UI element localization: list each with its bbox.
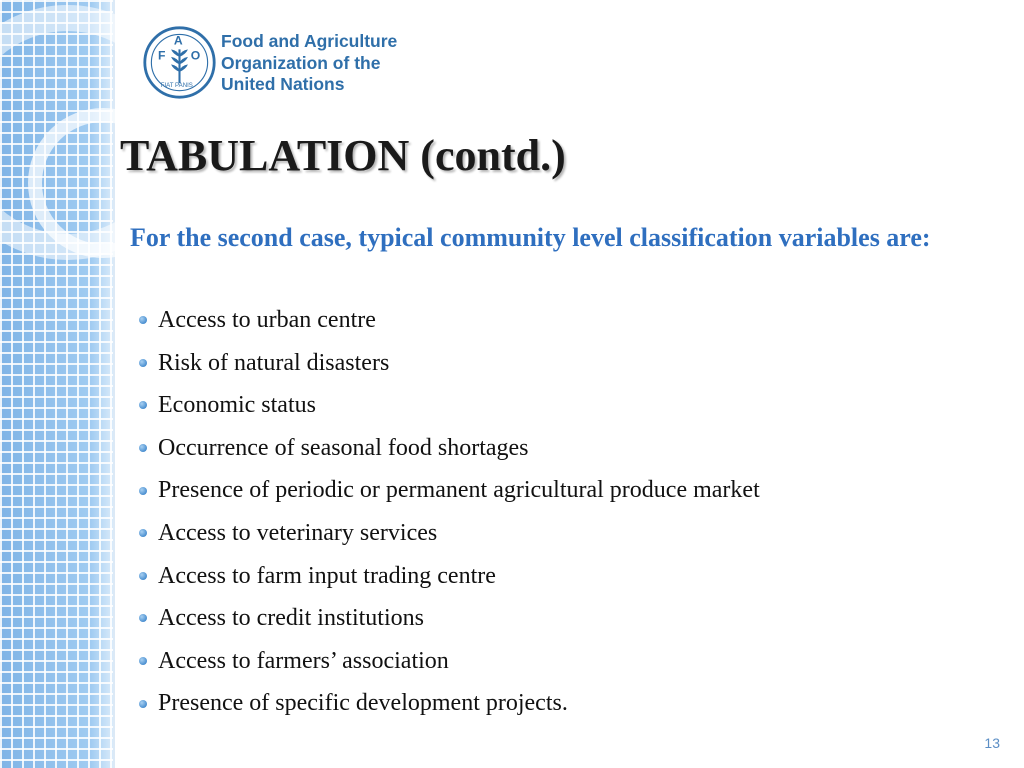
- org-name-line: Food and Agriculture: [221, 31, 398, 51]
- list-item: [139, 299, 760, 342]
- page-number: 13: [984, 735, 1000, 751]
- list-item: [139, 469, 760, 512]
- list-item: [139, 427, 760, 470]
- svg-text:A: A: [173, 33, 183, 48]
- svg-text:FIAT PANIS: FIAT PANIS: [160, 81, 193, 89]
- list-item-text: Presence of specific development projects.: [158, 690, 568, 717]
- list-item: [139, 512, 760, 555]
- bullet-icon: [139, 700, 147, 708]
- list-item-text: Occurrence of seasonal food shortages: [158, 434, 529, 461]
- slide-title: TABULATION (contd.): [120, 131, 566, 180]
- bullet-icon: [139, 614, 147, 622]
- bullet-icon: [139, 316, 147, 324]
- list-item-text: Access to urban centre: [158, 307, 376, 333]
- list-item-text: Access to veterinary services: [158, 519, 438, 546]
- list-item-text: Access to credit institutions: [158, 605, 424, 632]
- bullet-list: [139, 299, 760, 725]
- list-item: [139, 597, 760, 640]
- list-item: [139, 384, 760, 427]
- bullet-icon: [139, 657, 147, 665]
- fao-emblem-icon: [142, 25, 217, 100]
- list-item: [139, 640, 760, 683]
- org-name-line: Organization of the: [221, 52, 381, 73]
- list-item-text: Access to farm input trading centre: [158, 562, 496, 589]
- svg-text:F: F: [157, 48, 166, 63]
- list-item-text: Risk of natural disasters: [158, 349, 390, 376]
- list-item: [139, 555, 760, 598]
- bullet-icon: [139, 487, 147, 495]
- bullet-icon: [139, 572, 147, 580]
- organization-name: [221, 31, 397, 96]
- list-item-text: Presence of periodic or permanent agricultural produce market: [158, 477, 760, 504]
- list-item: [139, 682, 760, 725]
- bullet-icon: [139, 529, 147, 537]
- list-item-text: Access to farmers’ association: [158, 647, 449, 674]
- bullet-icon: [139, 444, 147, 452]
- list-item-text: Economic status: [158, 392, 316, 419]
- slide-intro: For the second case, typical community level classification variables are:: [130, 223, 931, 252]
- bullet-icon: [139, 401, 147, 409]
- org-name-line: United Nations: [221, 74, 345, 94]
- bullet-icon: [139, 359, 147, 367]
- svg-text:O: O: [190, 48, 201, 63]
- list-item: [139, 342, 760, 385]
